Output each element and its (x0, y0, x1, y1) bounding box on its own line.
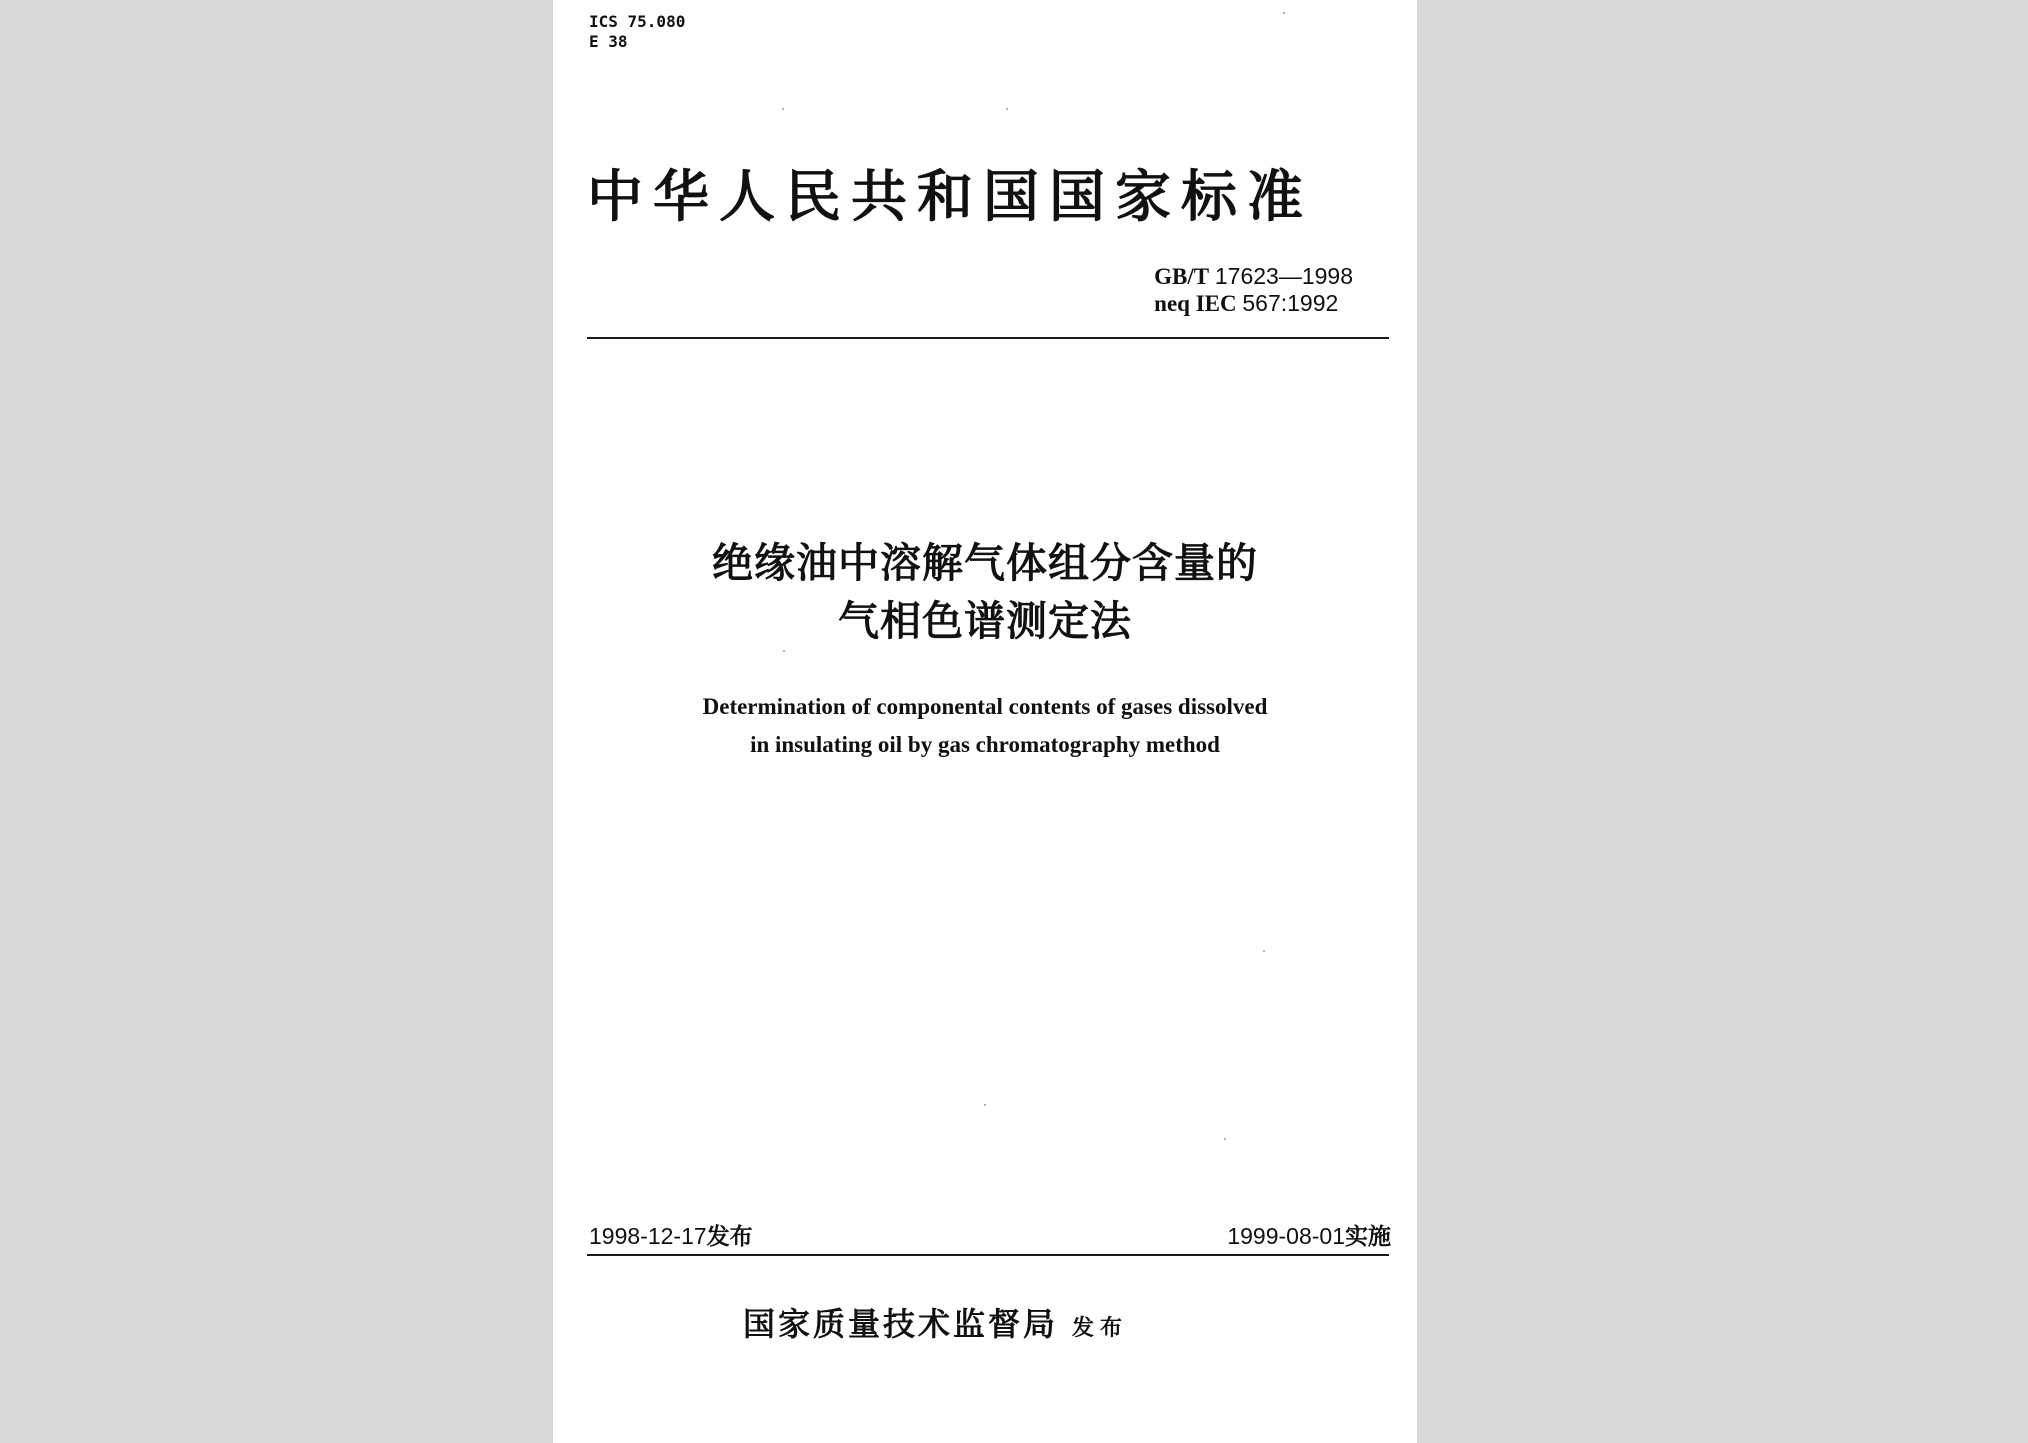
footer-divider (587, 1254, 1389, 1256)
english-title-line2: in insulating oil by gas chromatography method (750, 732, 1220, 757)
chinese-title-line1: 绝缘油中溶解气体组分含量的 (712, 539, 1258, 587)
scan-speck (1006, 108, 1008, 110)
standard-numbers (1154, 263, 1353, 317)
standard-relation-value: 567:1992 (1242, 290, 1339, 316)
standard-code-label: GB/T (1154, 264, 1210, 289)
standard-relation-line (1154, 290, 1353, 317)
chinese-title (553, 534, 1417, 650)
publisher-line (743, 1302, 1128, 1350)
scan-speck (984, 1104, 986, 1106)
scan-speck (1224, 1138, 1226, 1140)
standard-relation-label: neq IEC (1154, 291, 1237, 316)
header-divider (587, 337, 1389, 339)
classification-codes (589, 12, 685, 52)
ccs-code: E 38 (589, 32, 628, 51)
scan-speck (1283, 12, 1285, 14)
issue-label: 发布 (706, 1224, 753, 1250)
national-standard-title: 中华人民共和国国家标准 (587, 164, 1313, 230)
implement-date: 1999-08-01 (1227, 1223, 1345, 1249)
scan-speck (783, 650, 785, 652)
english-title-line1: Determination of componental contents of gases dissolved (702, 694, 1268, 719)
scan-speck (782, 108, 784, 110)
issue-date: 1998-12-17 (589, 1223, 707, 1249)
issue-date-line (589, 1222, 753, 1251)
implement-date-line (1227, 1222, 1391, 1251)
implement-label: 实施 (1345, 1224, 1391, 1250)
publisher-name: 国家质量技术监督局 (743, 1305, 1059, 1343)
scan-speck (1263, 950, 1265, 952)
standard-code-value: 17623—1998 (1214, 263, 1353, 289)
ics-code: ICS 75.080 (589, 12, 686, 31)
chinese-title-line2: 气相色谱测定法 (838, 597, 1132, 645)
document-page (553, 0, 1417, 1443)
english-title (553, 688, 1417, 764)
standard-code-line (1154, 263, 1353, 290)
publisher-suffix: 发布 (1072, 1315, 1129, 1341)
